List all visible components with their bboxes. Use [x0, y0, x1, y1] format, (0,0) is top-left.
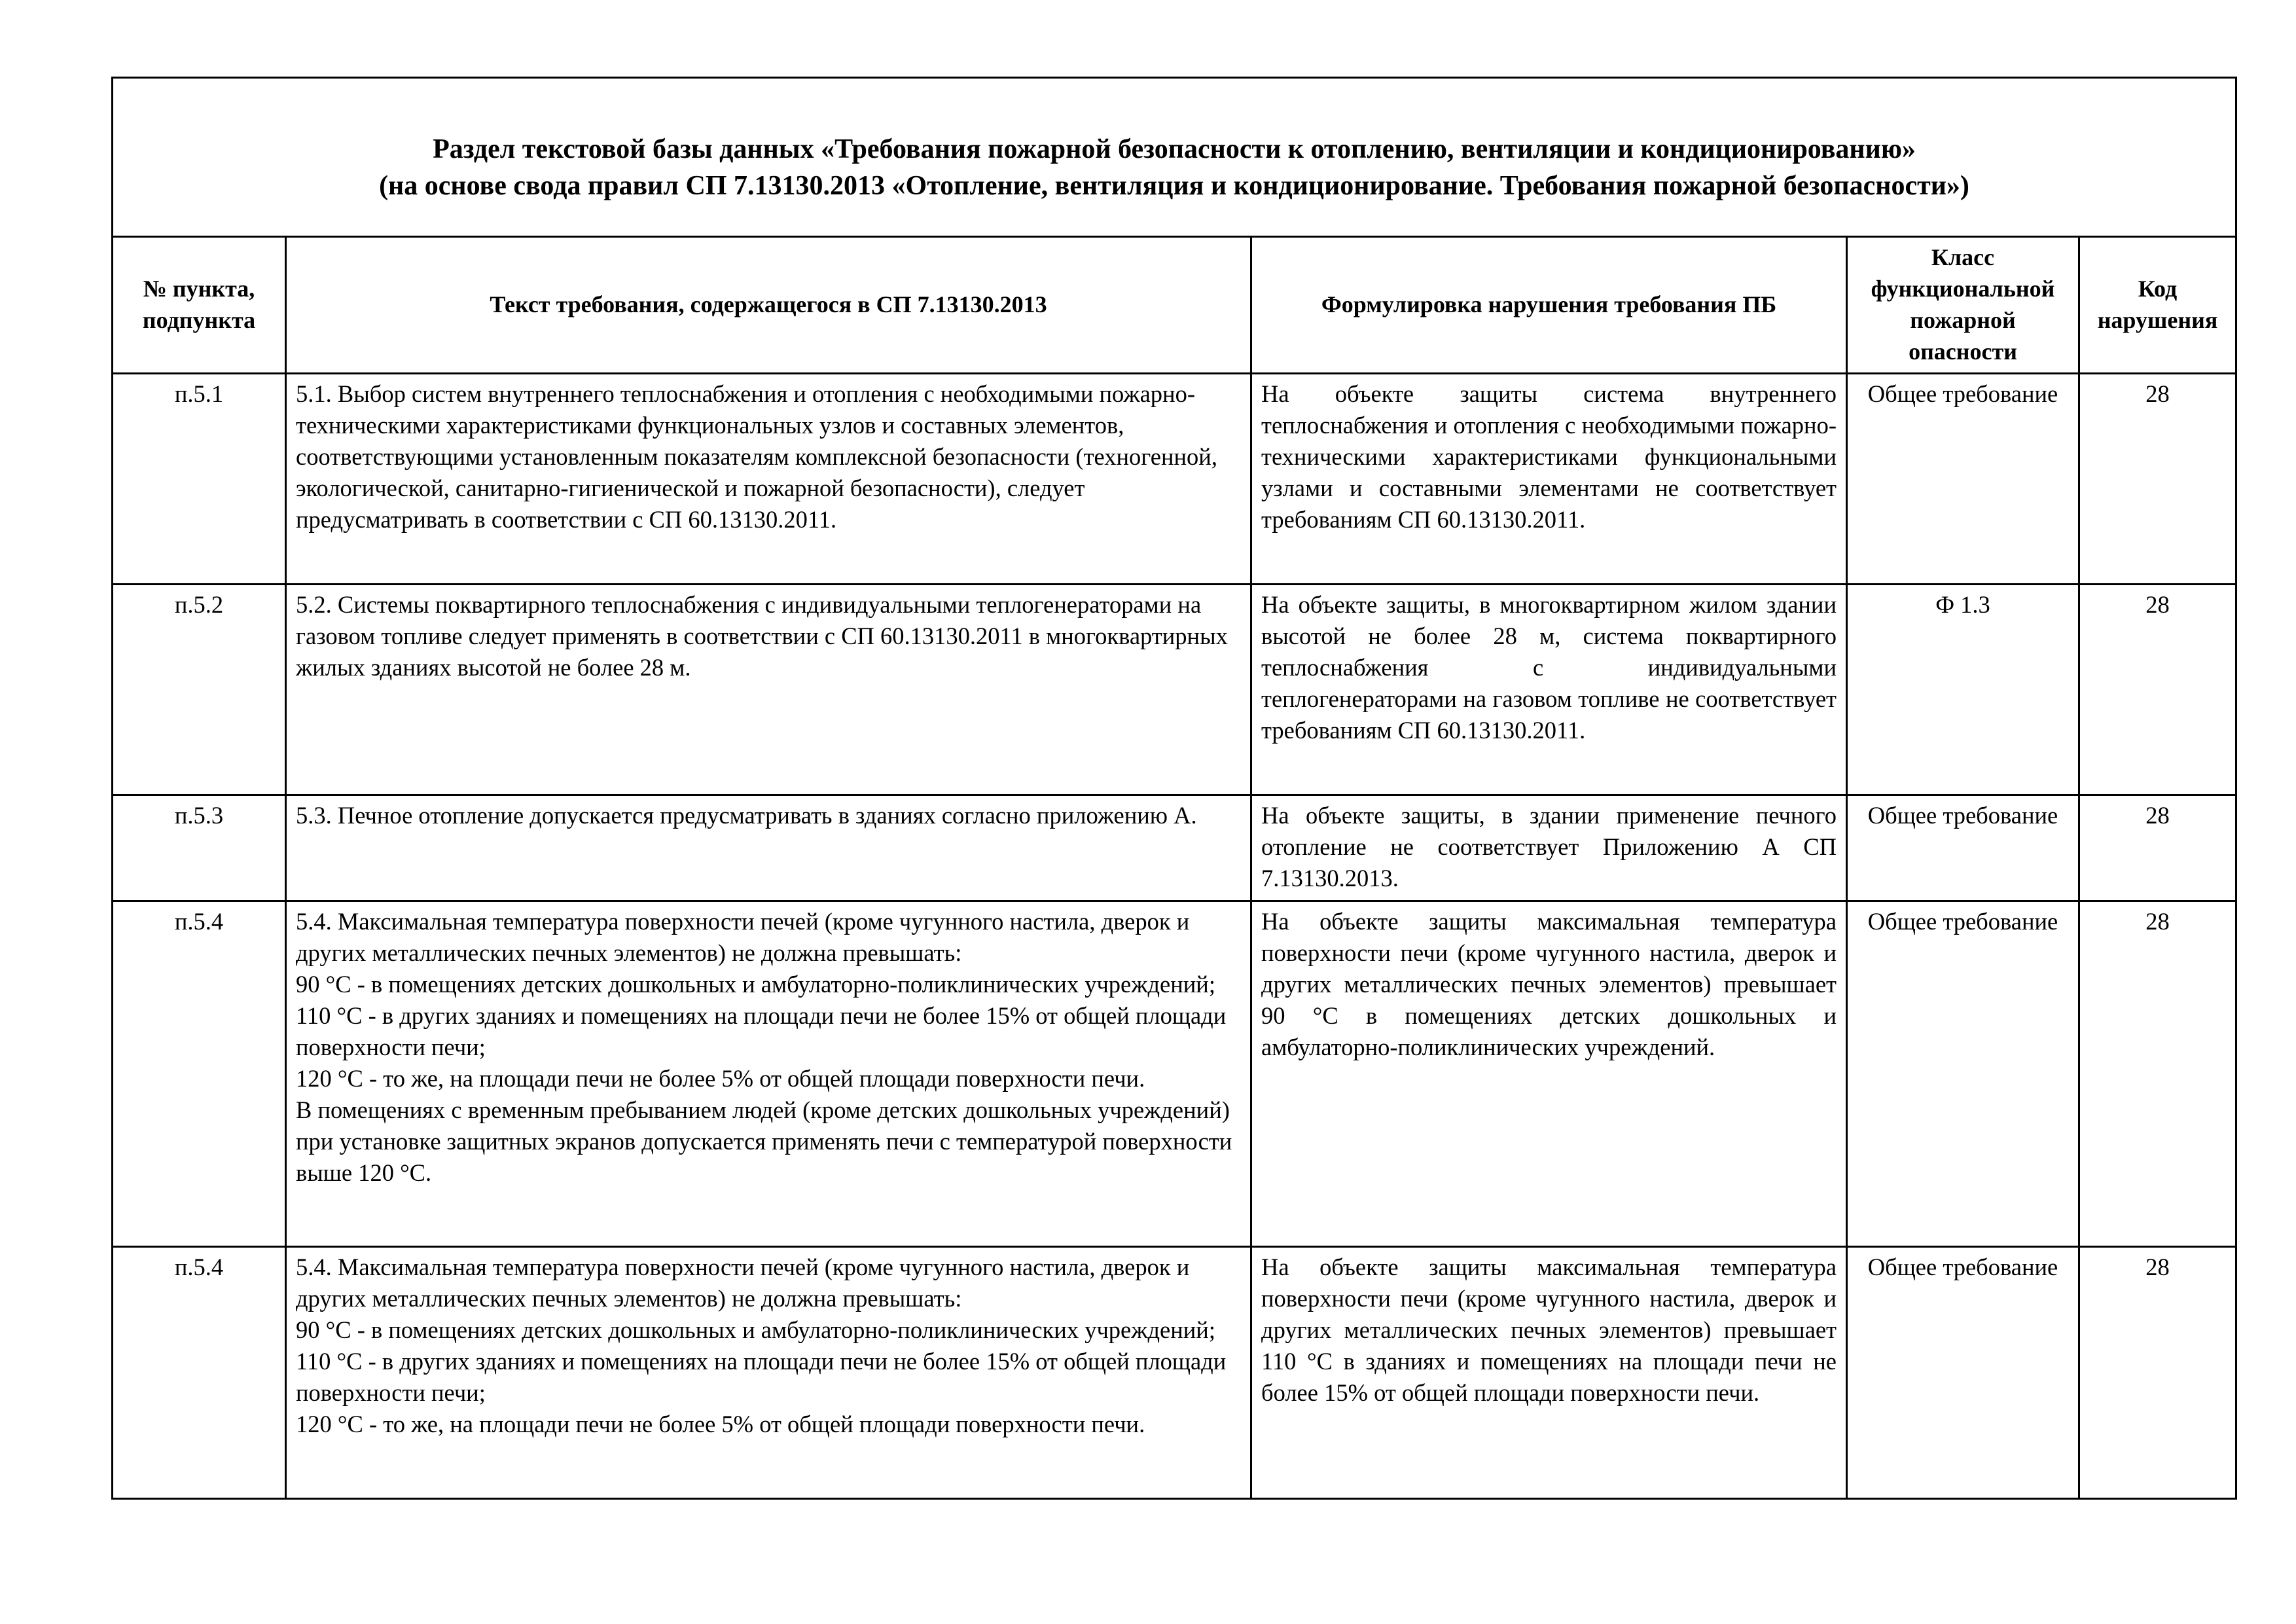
requirement-paragraph: 5.1. Выбор систем внутреннего теплоснабжения и отопления с необходимыми пожарно-техническими характеристиками функциональных узлов и составных элементов, соответствующими установленным показателям комплексной безопасности (техногенной, экологической, санитарно-гигиенической и пожарной безопасности), следует предусматривать в соответствии с СП 60.13130.2011. — [296, 380, 1217, 533]
cell-violation-text: На объекте защиты максимальная температура поверхности печи (кроме чугунного настила, дверок и других металлических печных элементов) превышает 110 °С в зданиях и помещениях на площади печи не более 15% от общей площади поверхности печи. — [1251, 1247, 1847, 1499]
cell-requirement-text — [286, 585, 1251, 795]
table-row — [113, 374, 2236, 585]
cell-hazard-class: Общее требование — [1847, 901, 2079, 1247]
title-line-2: (на основе свода правил СП 7.13130.2013 «Отопление, вентиляция и кондиционирование. Требования пожарной безопасности») — [379, 171, 1969, 201]
header-violation-code: Код нарушения — [2079, 237, 2236, 374]
cell-item-no: п.5.4 — [113, 901, 286, 1247]
table-title — [113, 78, 2236, 237]
requirement-paragraph: 5.4. Максимальная температура поверхности печей (кроме чугунного настила, дверок и других металлических печных элементов) не должна превышать: — [296, 1254, 1190, 1312]
cell-violation-code: 28 — [2079, 1247, 2236, 1499]
cell-hazard-class: Ф 1.3 — [1847, 585, 2079, 795]
table-title-row — [113, 78, 2236, 237]
requirement-paragraph: 120 °С - то же, на площади печи не более 5% от общей площади поверхности печи. — [296, 1065, 1145, 1092]
header-hazard-class: Класс функциональной пожарной опасности — [1847, 237, 2079, 374]
cell-violation-text: На объекте защиты система внутреннего теплоснабжения и отопления с необходимыми пожарно-техническими характеристиками функциональными узлами и составными элементами не соответствует требованиям СП 60.13130.2011. — [1251, 374, 1847, 585]
cell-violation-code: 28 — [2079, 901, 2236, 1247]
table-header-row — [113, 237, 2236, 374]
table-row — [113, 1247, 2236, 1499]
requirement-paragraph: 5.3. Печное отопление допускается предусматривать в зданиях согласно приложению А. — [296, 802, 1197, 829]
cell-hazard-class: Общее требование — [1847, 374, 2079, 585]
requirement-paragraph: 110 °С - в других зданиях и помещениях на площади печи не более 15% от общей площади поверхности печи; — [296, 1002, 1227, 1060]
title-line-1: Раздел текстовой базы данных «Требования пожарной безопасности к отоплению, вентиляции и кондиционированию» — [433, 134, 1916, 164]
cell-violation-code: 28 — [2079, 585, 2236, 795]
cell-hazard-class: Общее требование — [1847, 795, 2079, 901]
cell-item-no: п.5.3 — [113, 795, 286, 901]
cell-violation-text: На объекте защиты, в многоквартирном жилом здании высотой не более 28 м, система поквартирного теплоснабжения с индивидуальными теплогенераторами на газовом топливе не соответствует требованиям СП 60.13130.2011. — [1251, 585, 1847, 795]
header-item-no: № пункта, подпункта — [113, 237, 286, 374]
cell-violation-code: 28 — [2079, 374, 2236, 585]
requirement-paragraph: 110 °С - в других зданиях и помещениях на площади печи не более 15% от общей площади поверхности печи; — [296, 1348, 1227, 1406]
header-requirement-text: Текст требования, содержащегося в СП 7.13130.2013 — [286, 237, 1251, 374]
requirement-paragraph: 5.2. Системы поквартирного теплоснабжения с индивидуальными теплогенераторами на газовом топливе следует применять в соответствии с СП 60.13130.2011 в многоквартирных жилых зданиях высотой не более 28 м. — [296, 591, 1228, 681]
cell-item-no: п.5.4 — [113, 1247, 286, 1499]
cell-violation-text: На объекте защиты, в здании применение печного отопление не соответствует Приложению А СП 7.13130.2013. — [1251, 795, 1847, 901]
cell-requirement-text — [286, 795, 1251, 901]
cell-item-no: п.5.2 — [113, 585, 286, 795]
cell-requirement-text — [286, 901, 1251, 1247]
requirement-paragraph: 90 °С - в помещениях детских дошкольных и амбулаторно-поликлинических учреждений; — [296, 1316, 1215, 1343]
table-row — [113, 585, 2236, 795]
cell-violation-text: На объекте защиты максимальная температура поверхности печи (кроме чугунного настила, дверок и других металлических печных элементов) превышает 90 °С в помещениях детских дошкольных и амбулаторно-поликлинических учреждений. — [1251, 901, 1847, 1247]
document-sheet — [111, 77, 2235, 1500]
table-row — [113, 795, 2236, 901]
cell-violation-code: 28 — [2079, 795, 2236, 901]
requirement-paragraph: 120 °С - то же, на площади печи не более 5% от общей площади поверхности печи. — [296, 1411, 1145, 1437]
cell-requirement-text — [286, 374, 1251, 585]
header-violation-text: Формулировка нарушения требования ПБ — [1251, 237, 1847, 374]
cell-item-no: п.5.1 — [113, 374, 286, 585]
requirement-paragraph: В помещениях с временным пребыванием людей (кроме детских дошкольных учреждений) при установке защитных экранов допускается применять печи с температурой поверхности выше 120 °С. — [296, 1096, 1232, 1186]
cell-requirement-text — [286, 1247, 1251, 1499]
requirements-table — [111, 77, 2237, 1500]
requirement-paragraph: 5.4. Максимальная температура поверхности печей (кроме чугунного настила, дверок и других металлических печных элементов) не должна превышать: — [296, 908, 1190, 966]
requirement-paragraph: 90 °С - в помещениях детских дошкольных и амбулаторно-поликлинических учреждений; — [296, 971, 1215, 998]
cell-hazard-class: Общее требование — [1847, 1247, 2079, 1499]
table-row — [113, 901, 2236, 1247]
